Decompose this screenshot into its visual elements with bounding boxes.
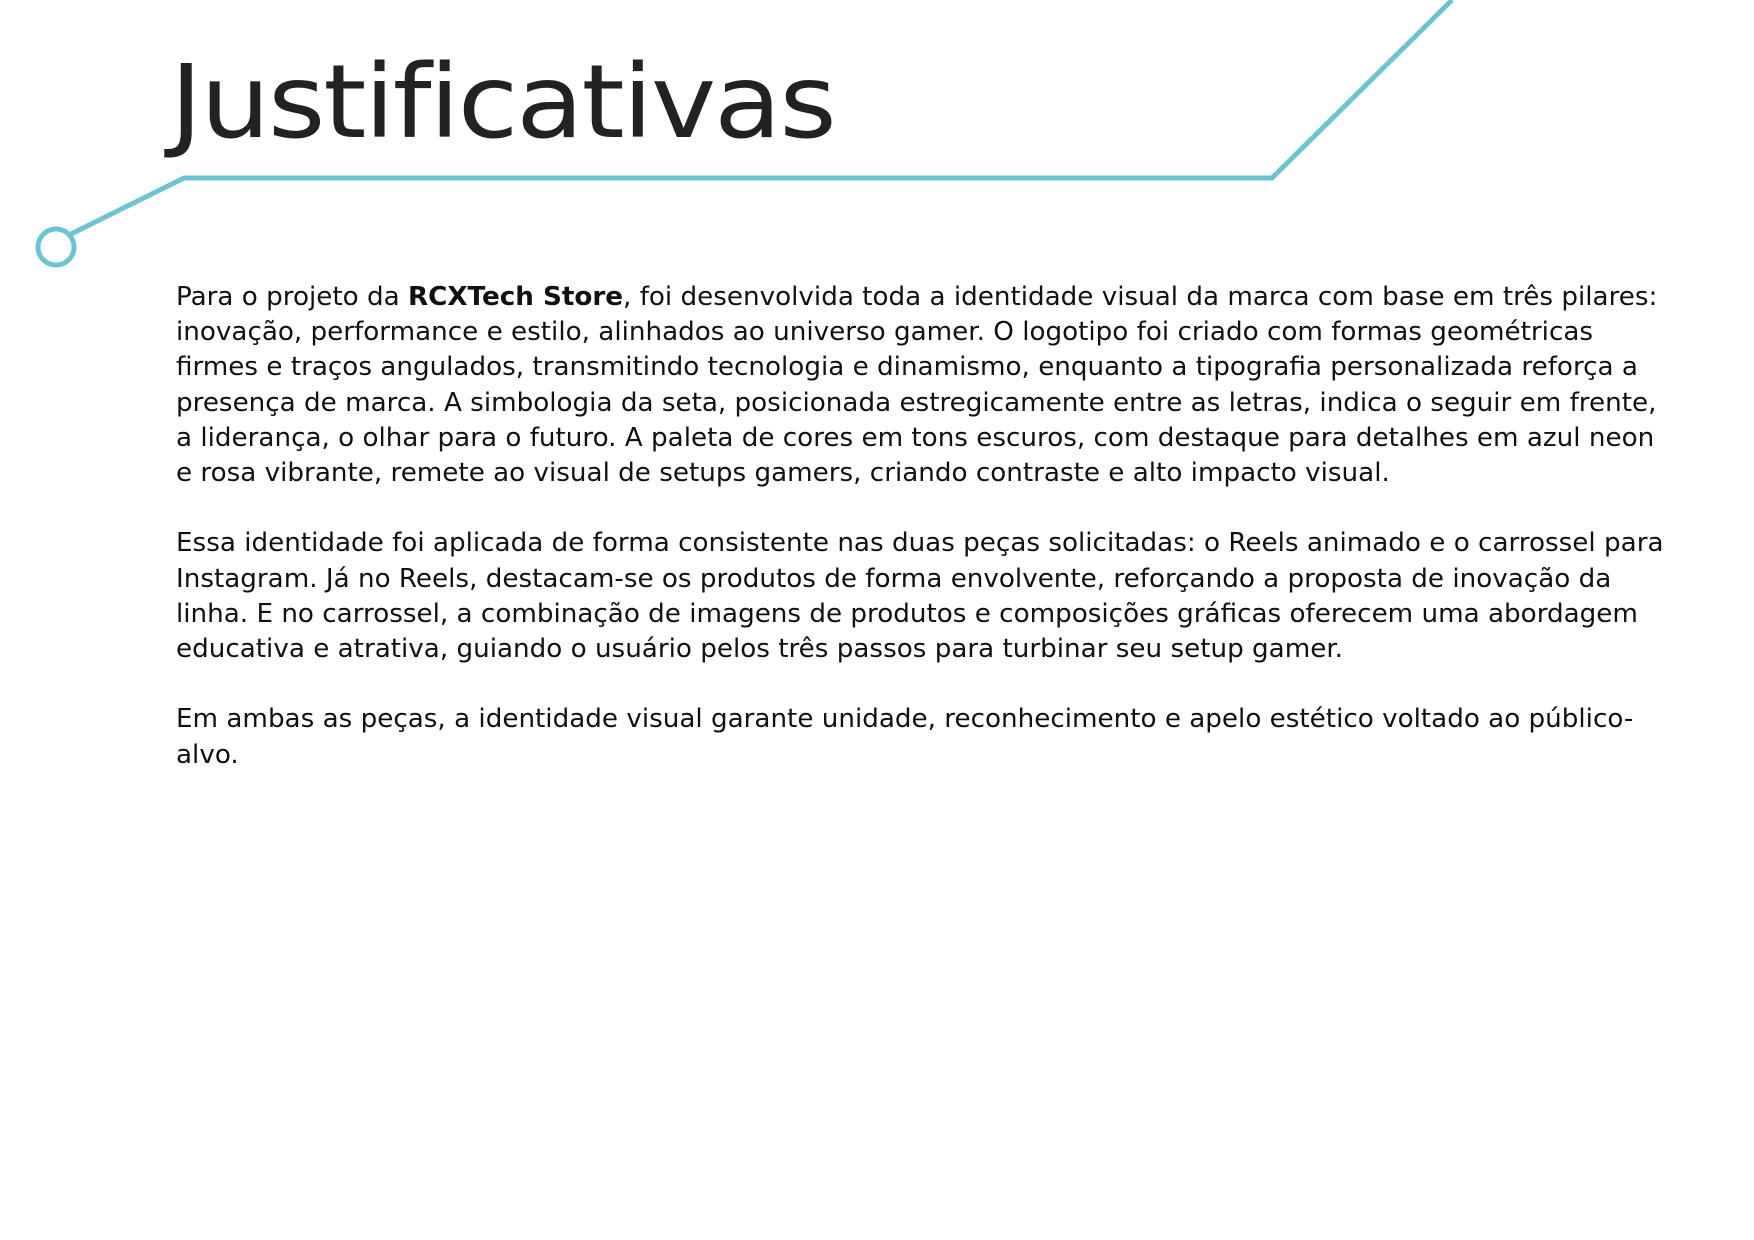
circuit-node-circle: [38, 229, 74, 265]
paragraph-application: Essa identidade foi aplicada de forma consistente nas duas peças solicitadas: o Reels animado e o carrossel para Instagram. Já no Reels, destacam-se os produtos de forma envolvente, reforçando a proposta de inovação da linha. E no carrossel, a combinação de imagens de produtos e composições gráficas oferecem uma abordagem educativa e atrativa, guiando o usuário pelos três passos para turbinar seu setup gamer.: [176, 528, 1664, 665]
brand-name: RCXTech Store: [407, 282, 624, 312]
justification-text: [176, 280, 1676, 808]
paragraph-intro: [176, 280, 1676, 491]
paragraph-intro-after: , foi desenvolvida toda a identidade visual da marca com base em três pilares: inovação, performance e estilo, alinhados ao universo gamer. O logotipo foi criado com formas geométricas firmes e traços angulados, transmitindo tecnologia e dinamismo, enquanto a tipografia personalizada reforça a presença de marca. A simbologia da seta, posicionada estregicamente entre as letras, indica o seguir em frente, a liderança, o olhar para o futuro. A paleta de cores em tons escuros, com destaque para detalhes em azul neon e rosa vibrante, remete ao visual de setups gamers, criando contraste e alto impacto visual.: [176, 282, 1658, 489]
paragraph-conclusion: Em ambas as peças, a identidade visual garante unidade, reconhecimento e apelo estético voltado ao público-alvo.: [176, 704, 1634, 770]
paragraph-intro-before: Para o projeto da: [176, 282, 408, 312]
page-title: Justificativas: [170, 43, 835, 162]
